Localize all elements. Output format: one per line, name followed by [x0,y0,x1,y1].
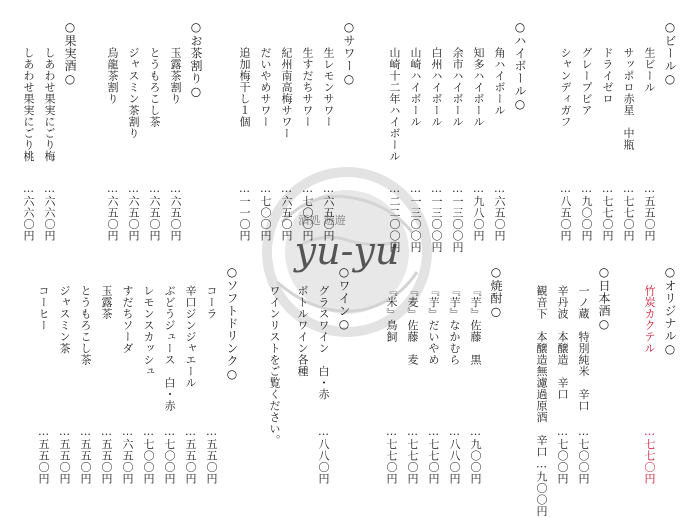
item-price: …一三〇〇円 [409,182,422,253]
item-price: …六五〇円 [280,182,293,242]
item-name: ボトルワイン各種 [296,285,309,377]
item-name: 生ビール [643,47,656,93]
item-price: …六六〇円 [22,182,35,242]
item-name: 紀州南高梅サワー [280,47,293,139]
item-price: …五五〇円 [643,182,656,242]
item-name: 山崎十二年ハイボール [388,47,401,162]
item-price: …六五〇円 [121,425,134,485]
item-name: とうもろこし茶 [148,47,161,128]
item-price: …七七〇円 [601,182,614,242]
item-price: …六五〇円 [493,182,506,242]
logo-text: yu-yu [294,229,400,273]
item-price: …六五〇円 [106,182,119,242]
item-price: …九八〇円 [472,182,485,242]
item-name: 辛丹波 本醸造 辛口 [556,285,569,400]
item-name: グレープビア [580,47,593,116]
item-price: …一一〇円 [238,182,251,242]
item-price: …五五〇円 [37,425,50,485]
item-price: …八八〇円 [317,425,330,485]
item-name: 玉露茶割り [169,47,182,105]
item-name: 山崎ハイボール [409,47,422,128]
item-name: コーラ [205,285,218,320]
item-name: 一ノ蔵 特別純米 辛口 [577,285,590,412]
item-price: …二二〇〇円 [388,182,401,253]
item-name: 生レモンサワー [322,47,335,128]
item-name: サッポロ赤星 中瓶 [622,47,635,151]
item-price: …六五〇円 [322,182,335,242]
item-price: …七〇〇円 [301,182,314,242]
section-heading: ○果実酒○ [63,20,77,87]
item-price: …七〇〇円 [259,182,272,242]
item-name: グラスワイン 白・赤 [317,285,330,400]
item-name: 『芋』だいやめ [427,285,440,366]
item-name: ぶどうジュース 白・赤 [163,285,176,412]
section-heading: ○ソフトドリンク○ [225,265,239,382]
section-heading: ○ワイン○ [337,265,351,332]
item-name: シャンディガフ [559,47,572,128]
item-name: ジャスミン茶 [58,285,71,354]
item-price: …九〇〇円 [469,425,482,485]
item-name: だいやめサワー [259,47,272,128]
section-heading: ○オリジナル○ [663,265,677,357]
item-price: …七七〇円 [385,425,398,485]
item-name: コーヒー [37,285,50,331]
item-price: …五五〇円 [205,425,218,485]
item-name: レモンスカッシュ [142,285,155,377]
item-price: …七〇〇円 [577,425,590,485]
item-name: 玉露茶 [100,285,113,320]
item-name: 辛口ジンジャエール [184,285,197,389]
item-price: …七〇〇円 [556,425,569,485]
section-heading: ○日本酒○ [597,265,611,332]
item-price: …七〇〇円 [163,425,176,485]
item-name: ドライゼロ [601,47,614,105]
item-price: …八八〇円 [448,425,461,485]
item-name: 竹炭カクテル [643,285,656,354]
item-price: …六五〇円 [148,182,161,242]
item-price: …一三〇〇円 [451,182,464,253]
item-name: 烏龍茶割り [106,47,119,105]
item-name: 観音下 本醸造無濾過原酒 辛口…九〇〇円 [535,285,548,517]
section-heading: ○ビール○ [663,20,677,87]
item-price: …七七〇円 [406,425,419,485]
logo-small-text: 酒処 遊遊 [298,214,346,227]
item-name: 『麦』佐藤 麦 [406,285,419,366]
item-price: …七七〇円 [622,182,635,242]
item-price: …七〇〇円 [142,425,155,485]
item-price: …七七〇円 [643,425,656,485]
item-name: ワインリストをご覧ください。 [268,285,281,446]
item-price: …六六〇円 [43,182,56,242]
item-name: すだちソーダ [121,285,134,354]
item-price: …六五〇円 [127,182,140,242]
section-heading: ○サワー○ [342,20,356,87]
item-price: …六五〇円 [169,182,182,242]
item-name: しあわせ果実にごり桃 [22,47,35,162]
item-name: 『芋』佐藤 黒 [469,285,482,366]
section-heading: ○焼酎○ [489,265,503,319]
section-heading: ○お茶割り○ [189,20,203,99]
section-heading: ○ハイボール○ [513,20,527,112]
item-name: 『芋』なかむら [448,285,461,366]
item-price: …五五〇円 [79,425,92,485]
item-price: …七七〇円 [427,425,440,485]
item-price: …五五〇円 [184,425,197,485]
item-name: 知多ハイボール [472,47,485,128]
item-name: 追加梅干し１個 [238,47,251,128]
item-name: とうもろこし茶 [79,285,92,366]
item-name: 生すだちサワー [301,47,314,128]
item-name: ジャスミン茶割り [127,47,140,139]
item-price: …一三〇〇円 [430,182,443,253]
item-name: 余市ハイボール [451,47,464,128]
item-price: …八五〇円 [559,182,572,242]
item-name: 『米』鳥飼 [385,285,398,343]
item-name: しあわせ果実にごり梅 [43,47,56,162]
item-name: 白州ハイボール [430,47,443,128]
item-price: …五五〇円 [100,425,113,485]
item-price: …五五〇円 [58,425,71,485]
item-price: …九〇〇円 [580,182,593,242]
item-name: 角ハイボール [493,47,506,116]
